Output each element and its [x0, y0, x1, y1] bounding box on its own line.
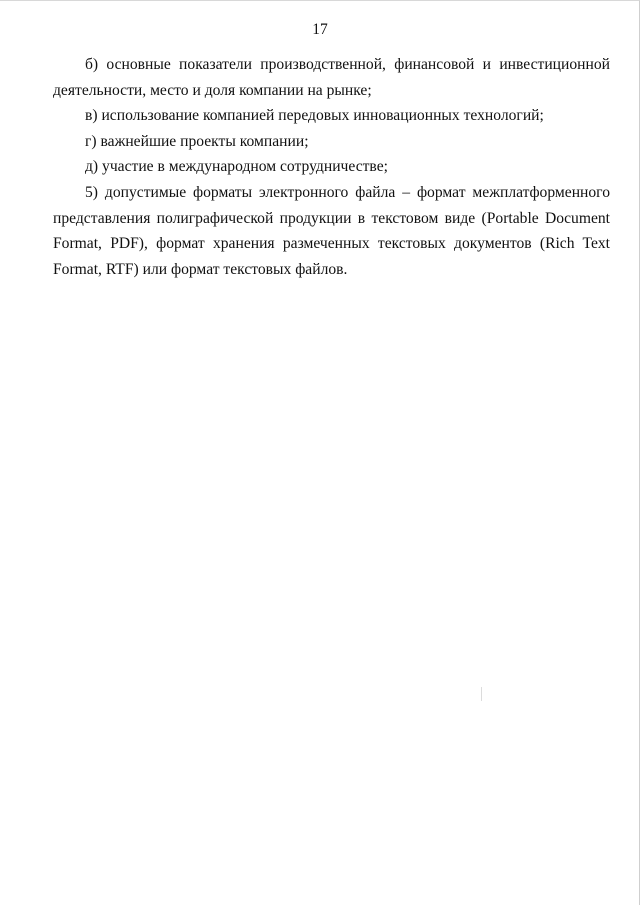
paragraph-item-5: 5) допустимые форматы электронного файла – формат межплатформенного представления полиграфической продукции в текстовом виде (Portable Document Format, PDF), формат хранения размеченных текстовых документов (Rich Text Format, RTF) или формат текстовых файлов.	[53, 183, 610, 278]
paragraph-item-g: г) важнейшие проекты компании;	[85, 132, 309, 150]
document-body	[53, 52, 610, 282]
scan-artifact	[481, 687, 482, 701]
paragraph-item-v: в) использование компанией передовых инновационных технологий;	[85, 107, 544, 125]
paragraph-item-b: б) основные показатели производственной, финансовой и инвестиционной деятельности, место и доля компании на рынке;	[53, 56, 610, 99]
paragraph-item-d: д) участие в международном сотрудничестве;	[85, 158, 388, 176]
page-number: 17	[312, 21, 328, 38]
